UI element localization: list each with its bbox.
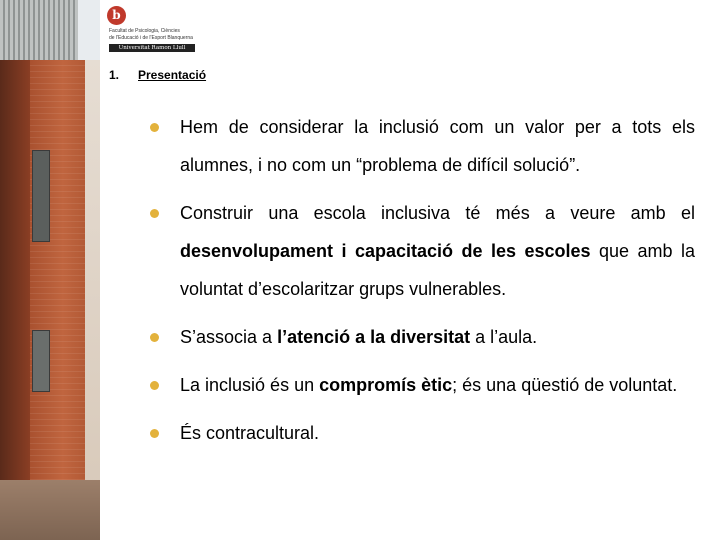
building-photo xyxy=(0,0,100,540)
logo-icon: b xyxy=(107,6,126,25)
section-number: 1. xyxy=(109,68,120,82)
bullet-dot-icon xyxy=(150,429,159,438)
bullet-text: És contracultural. xyxy=(180,423,320,443)
logo-bar: Universitat Ramon Llull xyxy=(109,44,195,52)
bullet-text: que amb la voluntat d’escolaritzar grups vulnerables. xyxy=(180,241,696,299)
bullet-dot-icon xyxy=(150,123,159,132)
logo-line-1: Facultat de Psicologia, Ciències xyxy=(109,28,180,34)
bullet-item xyxy=(150,318,695,356)
bullet-bold-text: desenvolupament i capacitació de les escoles xyxy=(180,241,591,261)
bullet-item xyxy=(150,194,695,308)
bullet-list xyxy=(150,108,695,452)
bullet-text: a l’aula. xyxy=(470,327,538,347)
bullet-dot-icon xyxy=(150,209,159,218)
bullet-bold-text: l’atenció a la diversitat xyxy=(277,327,471,347)
bullet-item xyxy=(150,108,695,184)
bullet-dot-icon xyxy=(150,381,159,390)
bullet-text: S’associa a xyxy=(180,327,278,347)
logo-line-2: de l'Educació i de l'Esport Blanquerna xyxy=(109,35,193,41)
section-title: Presentació xyxy=(138,68,207,82)
bullet-item xyxy=(150,414,695,452)
bullet-text: La inclusió és un xyxy=(180,375,320,395)
bullet-text: Hem de considerar la inclusió com un valor per a tots els alumnes, i no com un “problema de difícil solució”. xyxy=(180,117,695,175)
bullet-dot-icon xyxy=(150,333,159,342)
bullet-text: ; és una qüestió de voluntat. xyxy=(452,375,678,395)
university-logo xyxy=(107,6,199,50)
bullet-item xyxy=(150,366,695,404)
bullet-text: Construir una escola inclusiva té més a veure amb el xyxy=(180,203,695,223)
bullet-bold-text: compromís ètic xyxy=(319,375,453,395)
